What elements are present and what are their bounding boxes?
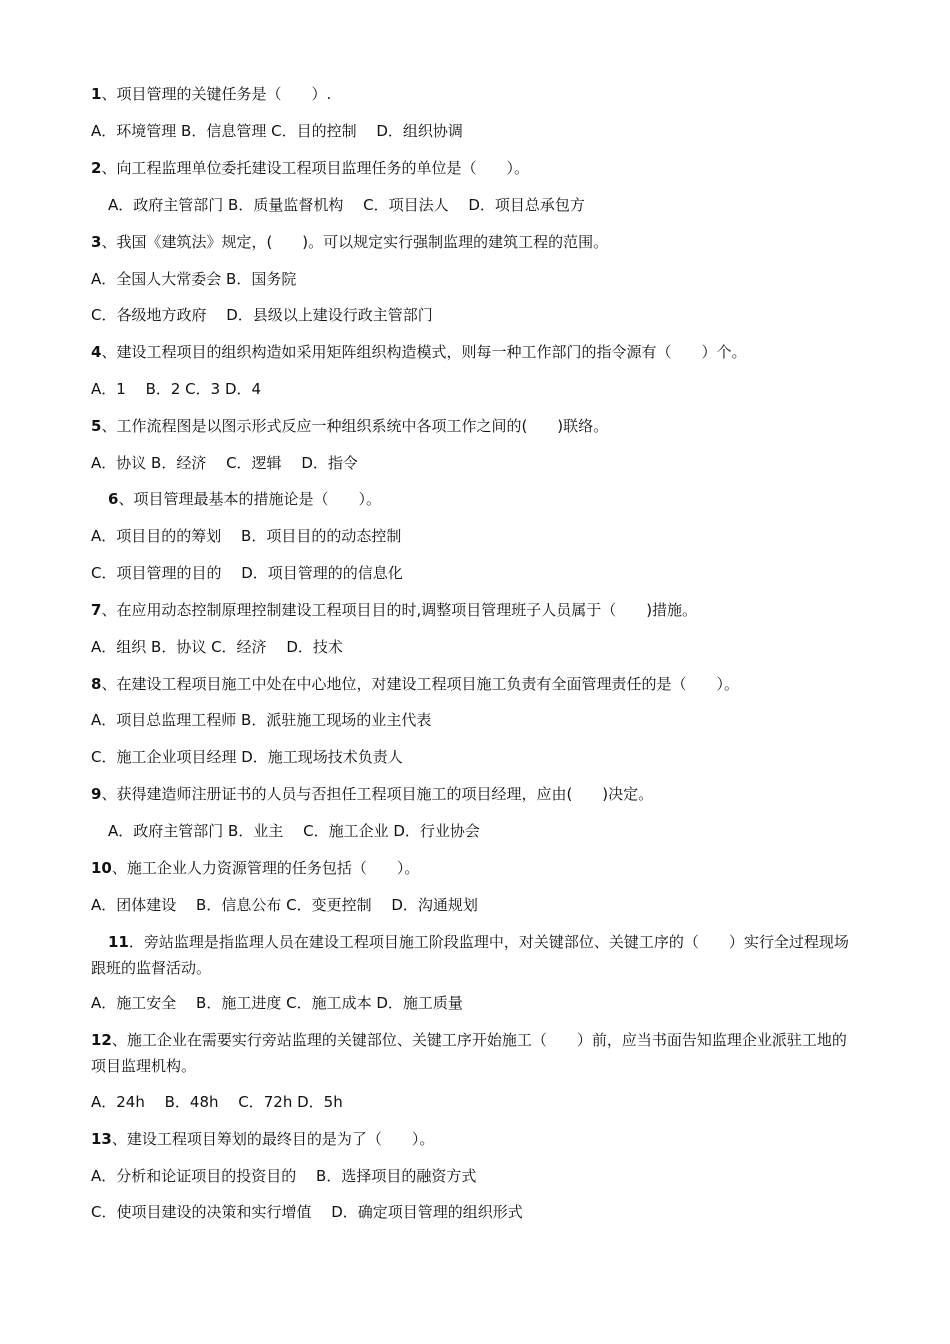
question-1 — [91, 81, 331, 107]
question-number: 7 — [91, 601, 102, 619]
question-8-options-b: C．施工企业项目经理 D．施工现场技术负责人 — [91, 748, 403, 766]
question-8 — [91, 671, 739, 697]
question-text: 、我国《建筑法》规定，( )。可以规定实行强制监理的建筑工程的范围。 — [101, 233, 609, 251]
question-number: 1 — [91, 85, 102, 103]
question-13-options-a: A．分析和论证项目的投资目的 B．选择项目的融资方式 — [91, 1167, 477, 1185]
question-12 — [91, 1027, 851, 1079]
question-text: 、在建设工程项目施工中处在中心地位，对建设工程项目施工负责有全面管理责任的是（ ）。 — [101, 675, 739, 693]
question-10-options: A．团体建设 B．信息公布 C．变更控制 D．沟通规划 — [91, 896, 478, 914]
question-number: 10 — [91, 859, 112, 877]
question-number: 4 — [91, 343, 102, 361]
question-2 — [91, 155, 529, 181]
question-11-options: A．施工安全 B．施工进度 C．施工成本 D．施工质量 — [91, 994, 463, 1012]
question-number: 11 — [108, 933, 129, 951]
question-text: 、建设工程项目的组织构造如采用矩阵组织构造模式，则每一种工作部门的指令源有（ ）个。 — [101, 343, 747, 361]
question-text: 、建设工程项目筹划的最终目的是为了（ ）。 — [111, 1130, 435, 1148]
question-number: 2 — [91, 159, 102, 177]
question-8-options-a: A．项目总监理工程师 B．派驻施工现场的业主代表 — [91, 711, 432, 729]
question-4 — [91, 339, 746, 365]
question-5 — [91, 413, 608, 439]
question-11 — [91, 929, 851, 981]
question-number: 6 — [108, 490, 119, 508]
question-text: 、项目管理的关键任务是（ ）. — [101, 85, 332, 103]
question-12-options: A．24h B．48h C．72h D．5h — [91, 1093, 343, 1111]
question-number: 12 — [91, 1031, 112, 1049]
question-number: 9 — [91, 785, 102, 803]
question-7-options: A．组织 B．协议 C．经济 D．技术 — [91, 638, 343, 656]
question-6 — [108, 486, 381, 512]
question-text: 、向工程监理单位委托建设工程项目监理任务的单位是（ ）。 — [101, 159, 529, 177]
question-text: 、施工企业人力资源管理的任务包括（ ）。 — [111, 859, 420, 877]
question-number: 8 — [91, 675, 102, 693]
question-13-options-b: C．使项目建设的决策和实行增值 D．确定项目管理的组织形式 — [91, 1203, 523, 1221]
question-6-options-a: A．项目目的的筹划 B．项目目的的动态控制 — [91, 527, 402, 545]
question-number: 3 — [91, 233, 102, 251]
question-5-options: A．协议 B．经济 C．逻辑 D．指令 — [91, 454, 358, 472]
question-text: 、在应用动态控制原理控制建设工程项目目的时,调整项目管理班子人员属于（ )措施。 — [101, 601, 698, 619]
question-number: 13 — [91, 1130, 112, 1148]
question-6-options-b: C．项目管理的目的 D．项目管理的的信息化 — [91, 564, 403, 582]
question-text: 、获得建造师注册证书的人员与否担任工程项目施工的项目经理，应由( )决定。 — [101, 785, 654, 803]
question-13 — [91, 1126, 434, 1152]
question-10 — [91, 855, 419, 881]
question-text: 、施工企业在需要实行旁站监理的关键部位、关键工序开始施工（ ）前，应当书面告知监理企业派驻工地的项目监理机构。 — [91, 1031, 847, 1075]
question-9 — [91, 781, 653, 807]
question-9-options: A．政府主管部门 B．业主 C．施工企业 D．行业协会 — [108, 822, 480, 840]
question-text: 、工作流程图是以图示形式反应一种组织系统中各项工作之间的( )联络。 — [101, 417, 609, 435]
question-7 — [91, 597, 697, 623]
question-4-options: A．1 B．2 C．3 D．4 — [91, 380, 262, 398]
question-2-options: A．政府主管部门 B．质量监督机构 C．项目法人 D．项目总承包方 — [108, 196, 585, 214]
question-number: 5 — [91, 417, 102, 435]
question-3 — [91, 229, 608, 255]
question-text: ．旁站监理是指监理人员在建设工程项目施工阶段监理中，对关键部位、关键工序的（ ）实行全过程现场跟班的监督活动。 — [91, 933, 849, 977]
question-3-options-a: A．全国人大常委会 B．国务院 — [91, 270, 297, 288]
question-1-options: A．环境管理 B．信息管理 C．目的控制 D．组织协调 — [91, 122, 463, 140]
question-3-options-b: C．各级地方政府 D．县级以上建设行政主管部门 — [91, 306, 433, 324]
question-text: 、项目管理最基本的措施论是（ ）。 — [118, 490, 381, 508]
